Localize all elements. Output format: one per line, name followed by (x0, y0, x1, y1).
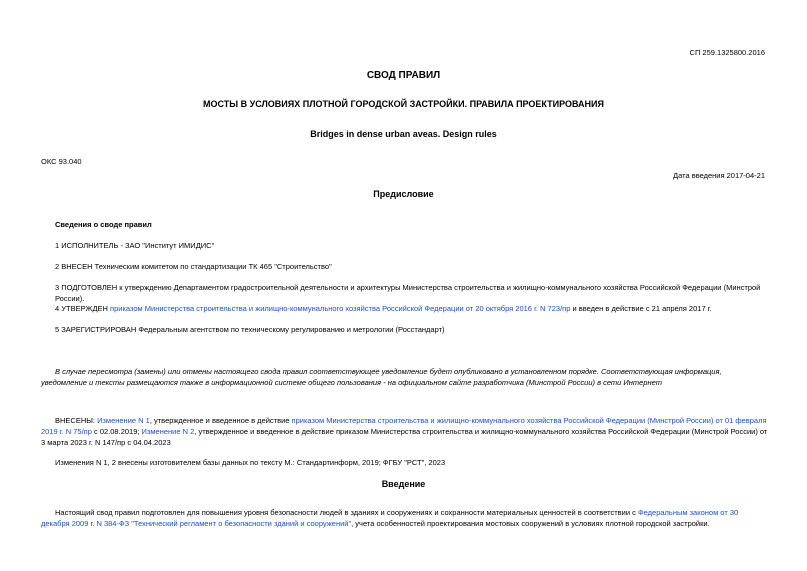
changes-text-4: , утвержденное и введенное в действие приказом Министерства строительства и жилищно-коммунального хозяйства Российской Федерации (Минстрой России) от 3 марта 2023 г. N 147/пр с 04.04.2023 (41, 427, 768, 447)
introduction-paragraph (41, 507, 768, 529)
item-5: 5 ЗАРЕГИСТРИРОВАН Федеральным агентством по техническому регулированию и метрологии (Росстандарт) (55, 325, 445, 334)
revision-notice: В случае пересмотра (замены) или отмены настоящего свода правил соответствующее уведомление будет опубликовано в установленном порядке. Соответствующая информация, уведомление и тексты размещаются также в информационной системе общего пользования - на официальном сайте разработчика (Минстрой России) в сети Интернет (41, 367, 722, 387)
intro-text-1: Настоящий свод правил подготовлен для повышения уровня безопасности людей в зданиях и сооружениях и сохранности материальных ценностей в соответствии с (55, 508, 638, 517)
changes-text-2: , утвержденное и введенное в действие (149, 416, 292, 425)
introduction-heading: Введение (381, 479, 426, 489)
change-1-link[interactable]: Изменение N 1 (97, 416, 150, 425)
item-4-prefix: 4 УТВЕРЖДЕН (55, 304, 111, 313)
info-heading: Сведения о своде правил (55, 220, 152, 229)
item-2: 2 ВНЕСЕН Техническим комитетом по стандартизации ТК 465 "Строительство" (55, 262, 332, 271)
changes-text-1: ВНЕСЕНЫ: (55, 416, 98, 425)
item-4-order-link[interactable]: приказом Министерства строительства и жилищно-коммунального хозяйства Российской Федерации от 20 октября 2016 г. N 723/пр (110, 304, 571, 313)
oks-code: ОКС 93.040 (41, 157, 82, 166)
intro-text-2: , учета особенностей проектирования мостовых сооружений в условиях плотной городской застройки. (351, 519, 710, 528)
changes-text-3: с 02.08.2019; (91, 427, 142, 436)
document-code: СП 259.1325800.2016 (689, 48, 765, 57)
effective-date: Дата введения 2017-04-21 (673, 171, 765, 180)
changes-note: Изменения N 1, 2 внесены изготовителем базы данных по тексту М.: Стандартинформ, 2019; ФГБУ "РСТ", 2023 (55, 458, 446, 467)
item-1: 1 ИСПОЛНИТЕЛЬ - ЗАО "Институт ИМИДИС" (55, 241, 215, 250)
document-type-title: СВОД ПРАВИЛ (366, 70, 441, 81)
item-4-suffix: и введен в действие с 21 апреля 2017 г. (570, 304, 712, 313)
item-3: 3 ПОДГОТОВЛЕН к утверждению Департаментом градостроительной деятельности и архитектуры Министерства строительства и жилищно-коммунального хозяйства Российской Федерации (Минстрой России). (55, 283, 761, 303)
document-title-en: Bridges in dense urban aveas. Design rules (310, 129, 497, 139)
item-4 (55, 303, 767, 314)
document-title-ru: МОСТЫ В УСЛОВИЯХ ПЛОТНОЙ ГОРОДСКОЙ ЗАСТРОЙКИ. ПРАВИЛА ПРОЕКТИРОВАНИЯ (203, 99, 604, 109)
change-1-order-link[interactable]: приказом Министерства строительства и жилищно-коммунального хозяйства Российской Федерации (Минстрой России) от 01 февраля 2019 г. N 75/пр (41, 416, 767, 436)
federal-law-link[interactable]: Федеральным законом от 30 декабря 2009 г. N 384-ФЗ "Технический регламент о безопасности зданий и сооружений" (41, 508, 739, 528)
preface-heading: Предисловие (373, 189, 434, 199)
changes-paragraph (41, 415, 768, 448)
change-2-link[interactable]: Изменение N 2 (141, 427, 195, 436)
